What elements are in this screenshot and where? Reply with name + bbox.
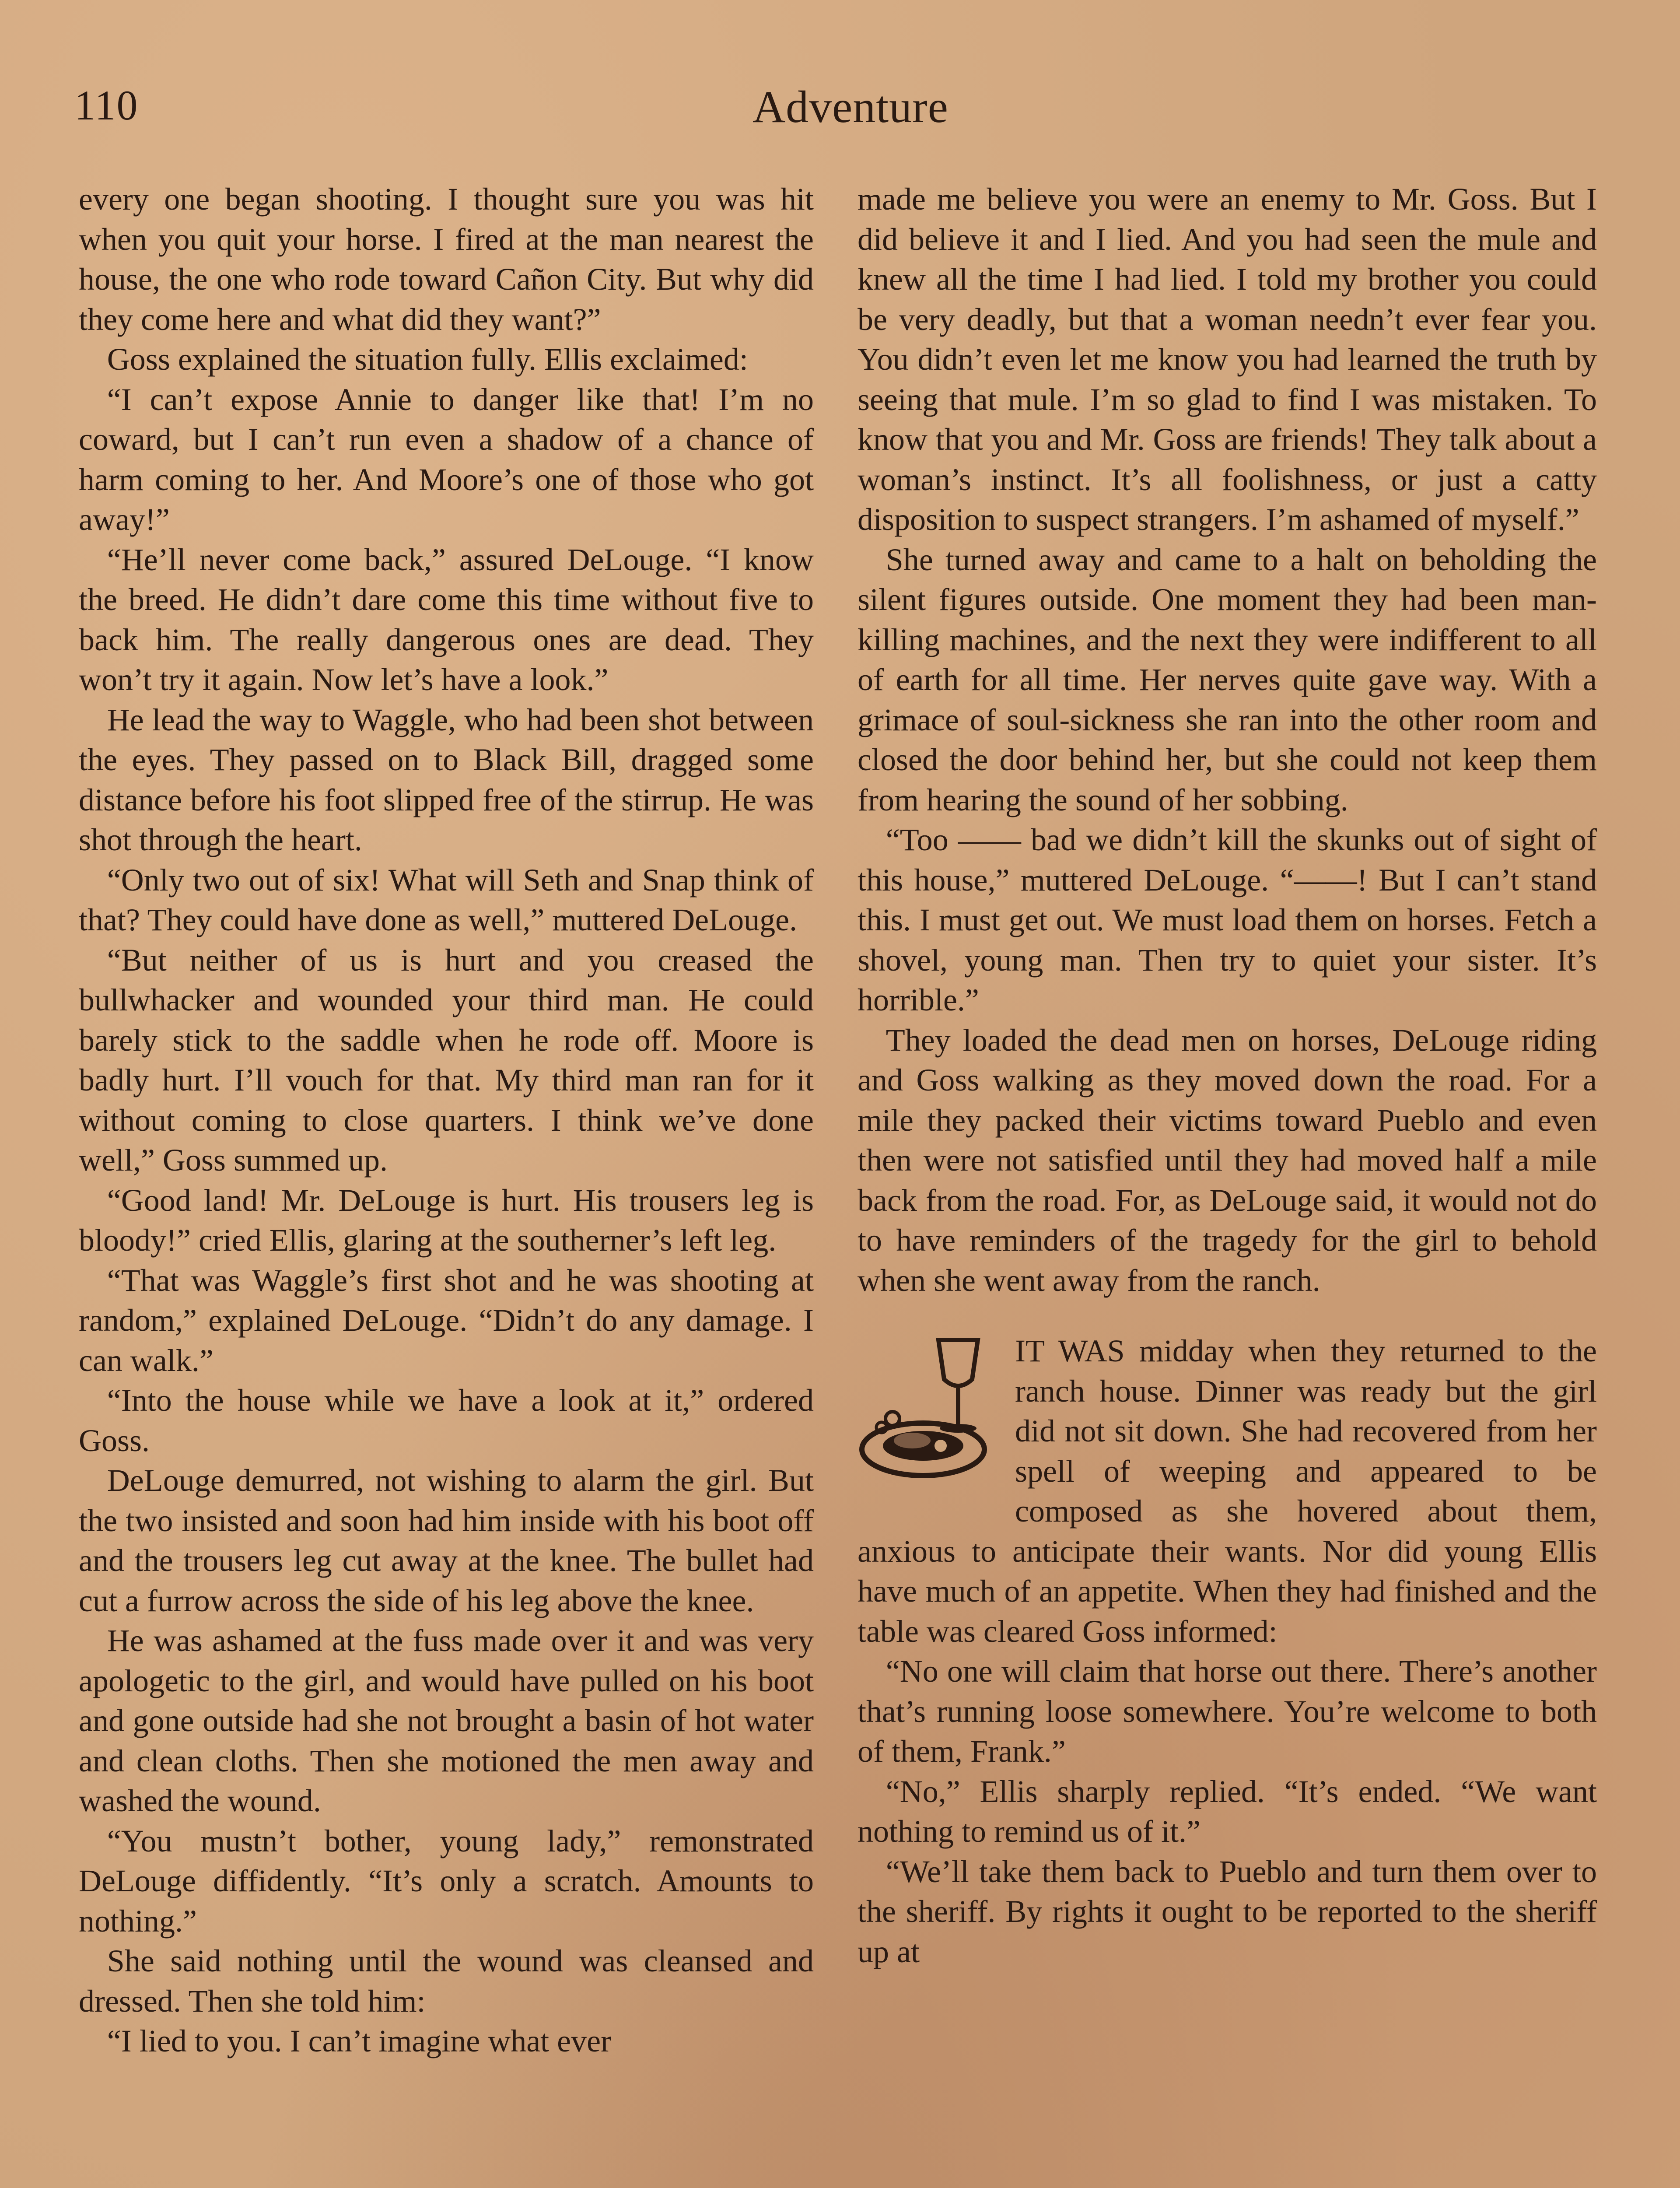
running-title: Adventure (752, 82, 948, 132)
paragraph: “Too —— bad we didn’t kill the skunks out of sight of this house,” muttered DeLouge. “——! But I can’t stand this. I must get out. We must load them on horses. Fetch a shovel, young man. Then try to quiet your sister. It’s horrible.” (858, 822, 1597, 1017)
paragraph: They loaded the dead men on horses, DeLouge riding and Goss walking as they moved down the road. For a mile they packed their victims toward Pueblo and even then were not satisfied until they had moved half a mile back from the road. For, as DeLouge said, it would not do to have reminders of the tragedy for the girl to behold when she went away from the ranch. (858, 1022, 1597, 1298)
paragraph: made me believe you were an enemy to Mr. Goss. But I did believe it and I lied. And you had seen the mule and knew all the time I had lied. I told my brother you could be very deadly, but that a woman needn’t ever fear you. You didn’t even let me know you had learned the truth by seeing that mule. I’m so glad to find I was mistaken. To know that you and Mr. Goss are friends! They talk about a woman’s instinct. It’s all foolishness, or just a catty disposition to suspect strangers. I’m ashamed of myself.” (858, 182, 1597, 537)
section-text: IT WAS midday when they returned to the ranch house. Dinner was ready but the girl did not sit down. She had recovered from her spell of weeping and appeared to be composed as she hovered about them, anxious to anticipate their wants. Nor did young Ellis have much of an appetite. When they had finished and the table was cleared Goss informed: (858, 1333, 1597, 1649)
paragraph: She turned away and came to a halt on beholding the silent figures outside. One moment they had been man-killing machines, and the next they were indifferent to all of earth for all time. Her nerves quite gave way. With a grimace of soul-sickness she ran into the other room and closed the door behind her, but she could not keep them from hearing the sound of her sobbing. (858, 542, 1597, 817)
paragraph: He lead the way to Waggle, who had been shot between the eyes. They passed on to Black Bill, dragged some distance before his foot slipped free of the stirrup. He was shot through the heart. (79, 702, 814, 857)
paragraph: He was ashamed at the fuss made over it and was very apologetic to the girl, and would have pulled on his boot and gone outside had she not brought a basin of hot water and clean cloths. Then she motioned the men away and washed the wound. (79, 1623, 814, 1818)
paragraph: “No,” Ellis sharply replied. “It’s ended. “We want nothing to remind us of it.” (858, 1774, 1597, 1849)
paragraph: every one began shooting. I thought sure you was hit when you quit your horse. I fired at the man nearest the house, the one who rode toward Cañon City. But why did they come here and what did they want?” (79, 182, 814, 337)
paragraph: “Good land! Mr. DeLouge is hurt. His trousers leg is bloody!” cried Ellis, glaring at the southerner’s left leg. (79, 1182, 814, 1258)
paragraph: “Only two out of six! What will Seth and Snap think of that? They could have done as well,” muttered DeLouge. (79, 862, 814, 937)
paragraph: “I lied to you. I can’t imagine what ever (107, 2023, 612, 2058)
paragraph: “We’ll take them back to Pueblo and turn them over to the sheriff. By rights it ought to be reported to the sheriff up at (858, 1854, 1597, 1969)
page-number: 110 (74, 82, 139, 129)
paragraph: “No one will claim that horse out there. There’s another that’s running loose somewhere. You’re welcome to both of them, Frank.” (858, 1654, 1597, 1769)
left-column (79, 179, 814, 2062)
paragraph: “Into the house while we have a look at it,” ordered Goss. (79, 1383, 814, 1458)
paragraph: “But neither of us is hurt and you creased the bullwhacker and wounded your third man. He could barely stick to the saddle when he rode off. Moore is badly hurt. I’ll vouch for that. My third man ran for it without coming to close quarters. I think we’ve done well,” Goss summed up. (79, 942, 814, 1178)
plate-and-wine-glass-icon (858, 1331, 1002, 1489)
paragraph: “He’ll never come back,” assured DeLouge. “I know the breed. He didn’t dare come this time without five to back him. The really dangerous ones are dead. They won’t try it again. Now let’s have a look.” (79, 542, 814, 697)
paragraph: “I can’t expose Annie to danger like that! I’m no coward, but I can’t run even a shadow of a chance of harm coming to her. And Moore’s one of those who got away!” (79, 382, 814, 537)
paragraph: DeLouge demurred, not wishing to alarm the girl. But the two insisted and soon had him inside with his boot off and the trousers leg cut away at the knee. The bullet had cut a furrow across the side of his leg above the knee. (79, 1463, 814, 1618)
section-break (858, 1331, 1597, 1652)
paragraph: She said nothing until the wound was cleansed and dressed. Then she told him: (79, 1943, 814, 2019)
paragraph: “That was Waggle’s first shot and he was shooting at random,” explained DeLouge. “Didn’t do any damage. I can walk.” (79, 1262, 814, 1378)
page-header (74, 81, 1606, 142)
right-column (858, 179, 1597, 1972)
paragraph: Goss explained the situation fully. Ellis exclaimed: (107, 342, 748, 377)
paragraph: “You mustn’t bother, young lady,” remonstrated DeLouge diffidently. “It’s only a scratch. Amounts to nothing.” (79, 1823, 814, 1939)
